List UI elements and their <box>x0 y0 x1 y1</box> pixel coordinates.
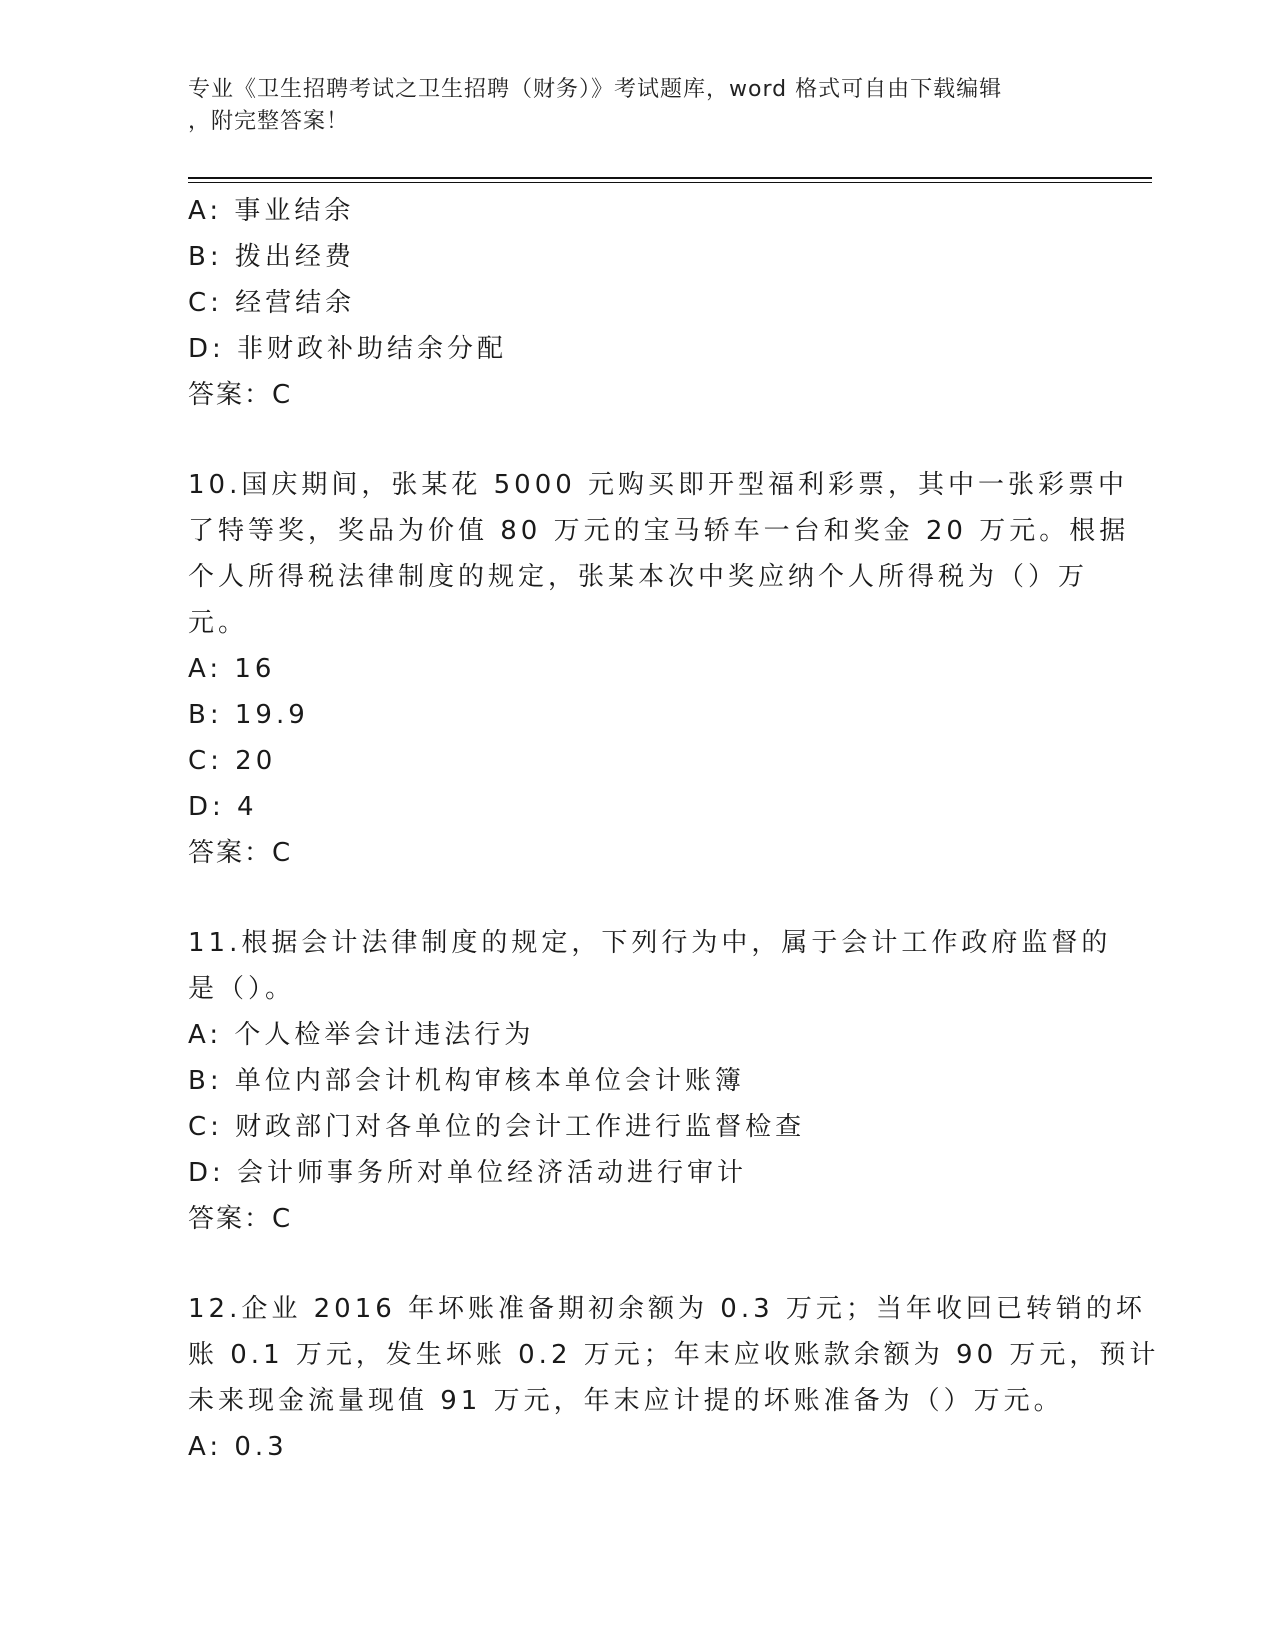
option-c: C: 经营结余 <box>188 288 356 318</box>
option-c: C: 财政部门对各单位的会计工作进行监督检查 <box>188 1112 806 1142</box>
question-12 <box>188 1286 1160 1470</box>
question-list <box>188 188 1160 1470</box>
spacer <box>188 1242 1088 1286</box>
question-text-line: 了特等奖，奖品为价值 80 万元的宝马轿车一台和奖金 20 万元。根据 <box>188 516 1130 546</box>
question-9 <box>188 188 1088 418</box>
question-10 <box>188 462 1130 876</box>
option-d: D: 4 <box>188 792 258 822</box>
option-b: B: 19.9 <box>188 700 309 730</box>
question-11 <box>188 920 1112 1242</box>
option-a: A: 事业结余 <box>188 196 355 226</box>
option-b: B: 拨出经费 <box>188 242 355 272</box>
answer-line: 答案：C <box>188 380 293 410</box>
question-text-line: 10.国庆期间，张某花 5000 元购买即开型福利彩票，其中一张彩票中 <box>188 470 1129 500</box>
question-text-line: 11.根据会计法律制度的规定，下列行为中，属于会计工作政府监督的 <box>188 928 1112 958</box>
option-c: C: 20 <box>188 746 277 776</box>
question-text-line: 个人所得税法律制度的规定，张某本次中奖应纳个人所得税为（）万 <box>188 562 1089 592</box>
spacer <box>188 876 1088 920</box>
option-a: A: 个人检举会计违法行为 <box>188 1020 535 1050</box>
question-text-line: 未来现金流量现值 91 万元，年末应计提的坏账准备为（）万元。 <box>188 1386 1064 1416</box>
spacer <box>188 418 1088 462</box>
header-divider-thin <box>188 182 1152 183</box>
option-a: A: 16 <box>188 654 276 684</box>
option-a: A: 0.3 <box>188 1432 288 1462</box>
option-b: B: 单位内部会计机构审核本单位会计账簿 <box>188 1066 745 1096</box>
answer-line: 答案：C <box>188 1204 293 1234</box>
header-line-1: 专业《卫生招聘考试之卫生招聘（财务）》考试题库，word 格式可自由下载编辑 <box>188 77 1003 102</box>
option-d: D: 非财政补助结余分配 <box>188 334 508 364</box>
question-text-line: 账 0.1 万元，发生坏账 0.2 万元；年末应收账款余额为 90 万元，预计 <box>188 1340 1160 1370</box>
header-divider-thick <box>188 177 1152 179</box>
question-text-line: 12.企业 2016 年坏账准备期初余额为 0.3 万元；当年收回已转销的坏 <box>188 1294 1146 1324</box>
option-d: D: 会计师事务所对单位经济活动进行审计 <box>188 1158 748 1188</box>
header-line-2: ，附完整答案！ <box>188 109 350 134</box>
question-text-line: 元。 <box>188 608 249 638</box>
document-header <box>188 74 1068 138</box>
question-text-line: 是（）。 <box>188 974 296 1004</box>
answer-line: 答案：C <box>188 838 293 868</box>
